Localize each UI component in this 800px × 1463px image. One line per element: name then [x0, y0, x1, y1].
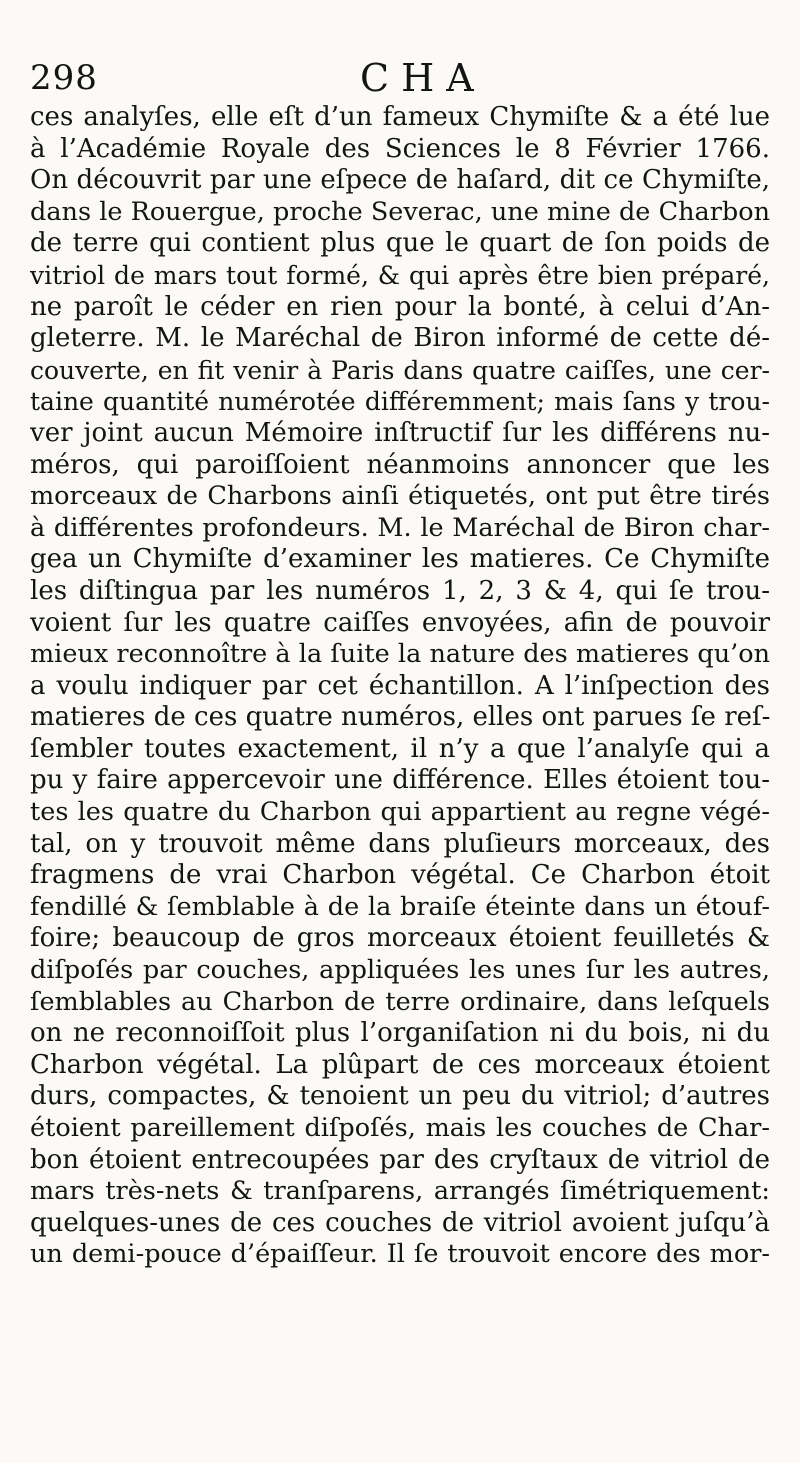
- body-text: [30, 102, 770, 1271]
- text-line: ver joint aucun Mémoire inſtructif ſur les différens nu-: [30, 417, 770, 448]
- text-line: fendillé & ſemblable à de la braiſe éteinte dans un étouf-: [30, 891, 770, 922]
- text-line: ſembler toutes exactement, il n’y a que l’analyſe qui a: [30, 733, 770, 764]
- text-line: de terre qui contient plus que le quart de ſon poids de: [30, 228, 770, 259]
- text-line: bon étoient entrecoupées par des cryſtaux de vitriol de: [30, 1144, 770, 1175]
- text-line: les diſtingua par les numéros 1, 2, 3 & 4, qui ſe trou-: [30, 575, 770, 606]
- text-line: à l’Académie Royale des Sciences le 8 Février 1766.: [30, 133, 770, 164]
- text-line: gleterre. M. le Maréchal de Biron informé de cette dé-: [30, 323, 770, 354]
- text-line: fragmens de vrai Charbon végétal. Ce Charbon étoit: [30, 860, 770, 891]
- text-line: voient ſur les quatre caiſſes envoyées, afin de pouvoir: [30, 607, 770, 638]
- text-line: tal, on y trouvoit même dans pluſieurs morceaux, des: [30, 828, 770, 859]
- text-line: mars très-nets & tranſparens, arrangés ſimétriquement:: [30, 1176, 770, 1207]
- text-line: morceaux de Charbons ainſi étiquetés, ont put être tirés: [30, 481, 770, 512]
- page-number: 298: [30, 58, 98, 98]
- text-line: Charbon végétal. La plûpart de ces morceaux étoient: [30, 1049, 770, 1080]
- text-line: a voulu indiquer par cet échantillon. A l’inſpection des: [30, 670, 770, 701]
- text-line: ces analyſes, elle eſt d’un fameux Chymiſte & a été lue: [30, 102, 770, 132]
- text-line: quelques-unes de ces couches de vitriol avoient juſqu’à: [30, 1207, 770, 1238]
- text-line: méros, qui paroiſſoient néanmoins annoncer que les: [30, 449, 770, 480]
- text-line: taine quantité numérotée différemment; mais ſans y trou-: [30, 387, 770, 417]
- text-line: dans le Rouergue, proche Severac, une mine de Charbon: [30, 196, 770, 227]
- text-line: un demi-pouce d’épaiſſeur. Il ſe trouvoit encore des mor-: [30, 1239, 770, 1270]
- text-line: mieux reconnoître à la ſuite la nature des matieres qu’on: [30, 639, 770, 670]
- text-line: diſpoſés par couches, appliquées les unes ſur les autres,: [30, 955, 770, 986]
- text-line: à différentes profondeurs. M. le Maréchal de Biron char-: [30, 512, 770, 543]
- text-line: couverte, en fit venir à Paris dans quatre caiſſes, une cer-: [30, 355, 770, 385]
- text-line: gea un Chymiſte d’examiner les matieres. Ce Chymiſte: [30, 544, 770, 575]
- text-line: tes les quatre du Charbon qui appartient au regne végé-: [30, 797, 770, 828]
- text-line: durs, compactes, & tenoient un peu du vitriol; d’autres: [30, 1081, 770, 1112]
- text-line: foire; beaucoup de gros morceaux étoient feuilletés &: [30, 923, 770, 954]
- running-head: CHA: [360, 56, 486, 100]
- text-line: matieres de ces quatre numéros, elles ont parues ſe reſ-: [30, 702, 770, 733]
- text-line: on ne reconnoiſſoit plus l’organiſation ni du bois, ni du: [30, 1018, 770, 1049]
- text-line: vitriol de mars tout formé, & qui après être bien préparé,: [30, 260, 770, 290]
- text-line: On découvrit par une eſpece de haſard, dit ce Chymiſte,: [30, 165, 770, 196]
- text-line: ſemblables au Charbon de terre ordinaire, dans leſquels: [30, 986, 770, 1017]
- page-header: [30, 52, 770, 100]
- text-line: ne paroît le céder en rien pour la bonté, à celui d’An-: [30, 291, 770, 322]
- text-line: étoient pareillement diſpoſés, mais les couches de Char-: [30, 1113, 770, 1143]
- text-line: pu y faire appercevoir une différence. Elles étoient tou-: [30, 765, 770, 796]
